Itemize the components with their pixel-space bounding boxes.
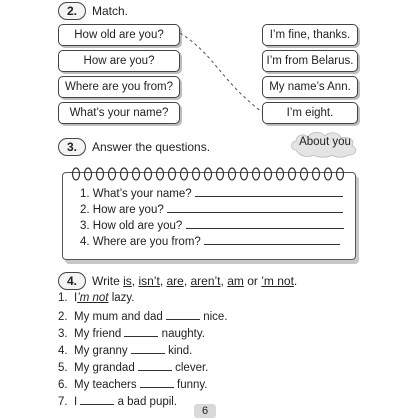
sentence-4: 4. My granny kind. bbox=[58, 345, 193, 357]
word-option: am bbox=[227, 274, 244, 288]
notebook-spiral-icon bbox=[70, 166, 350, 182]
word-option: ’m not bbox=[261, 274, 294, 288]
exercise-number: 3. bbox=[58, 138, 86, 156]
match-question-2[interactable]: How are you? bbox=[58, 50, 180, 72]
answer-blank[interactable] bbox=[140, 377, 174, 388]
word-option: isn’t bbox=[138, 274, 160, 288]
question-1 bbox=[80, 186, 343, 200]
about-you-badge: About you bbox=[299, 136, 351, 148]
exercise-4-header bbox=[58, 272, 297, 290]
match-question-4[interactable]: What’s your name? bbox=[58, 102, 180, 124]
sentence-5: 5. My grandad clever. bbox=[58, 362, 209, 374]
sentence-7: 7. I a bad pupil. bbox=[58, 396, 178, 408]
question-text: 2. How are you? bbox=[80, 204, 164, 216]
match-answer-2[interactable]: I’m from Belarus. bbox=[262, 50, 358, 72]
exercise-title: Write is, isn’t, are, aren’t, am or ’m not. bbox=[92, 274, 298, 288]
question-4 bbox=[80, 234, 340, 248]
match-answer-3[interactable]: My name’s Ann. bbox=[262, 76, 358, 98]
answer-blank[interactable] bbox=[80, 394, 114, 405]
sentence-1: 1. I’m not lazy. bbox=[58, 292, 135, 304]
question-3 bbox=[80, 218, 344, 232]
answer-line[interactable] bbox=[204, 234, 340, 245]
match-answer-1[interactable]: I’m fine, thanks. bbox=[262, 24, 358, 46]
match-example-line bbox=[0, 0, 420, 140]
exercise-title: Answer the questions. bbox=[92, 140, 211, 154]
question-text: 3. How old are you? bbox=[80, 220, 183, 232]
match-question-3[interactable]: Where are you from? bbox=[58, 76, 180, 98]
question-2 bbox=[80, 202, 343, 216]
match-question-1[interactable]: How old are you? bbox=[58, 24, 180, 46]
page-number: 6 bbox=[194, 404, 216, 418]
example-answer: ’m not bbox=[77, 292, 109, 304]
word-option: aren’t bbox=[190, 274, 221, 288]
exercise-number: 2. bbox=[58, 2, 86, 20]
question-text: 4. Where are you from? bbox=[80, 236, 201, 248]
answer-line[interactable] bbox=[195, 186, 343, 197]
answer-line[interactable] bbox=[186, 218, 344, 229]
exercise-3-header bbox=[58, 138, 210, 156]
answer-blank[interactable] bbox=[131, 343, 165, 354]
word-option: is bbox=[123, 274, 132, 288]
sentence-3: 3. My friend naughty. bbox=[58, 328, 205, 340]
exercise-number: 4. bbox=[58, 272, 86, 290]
word-option: are bbox=[166, 274, 184, 288]
answer-line[interactable] bbox=[167, 202, 343, 213]
match-answer-4[interactable]: I’m eight. bbox=[262, 102, 358, 124]
answer-blank[interactable] bbox=[124, 326, 158, 337]
question-text: 1. What’s your name? bbox=[80, 188, 192, 200]
sentence-2: 2. My mum and dad nice. bbox=[58, 311, 228, 323]
answer-blank[interactable] bbox=[138, 360, 172, 371]
exercise-title: Match. bbox=[92, 4, 129, 18]
answer-blank[interactable] bbox=[166, 309, 200, 320]
sentence-6: 6. My teachers funny. bbox=[58, 379, 208, 391]
